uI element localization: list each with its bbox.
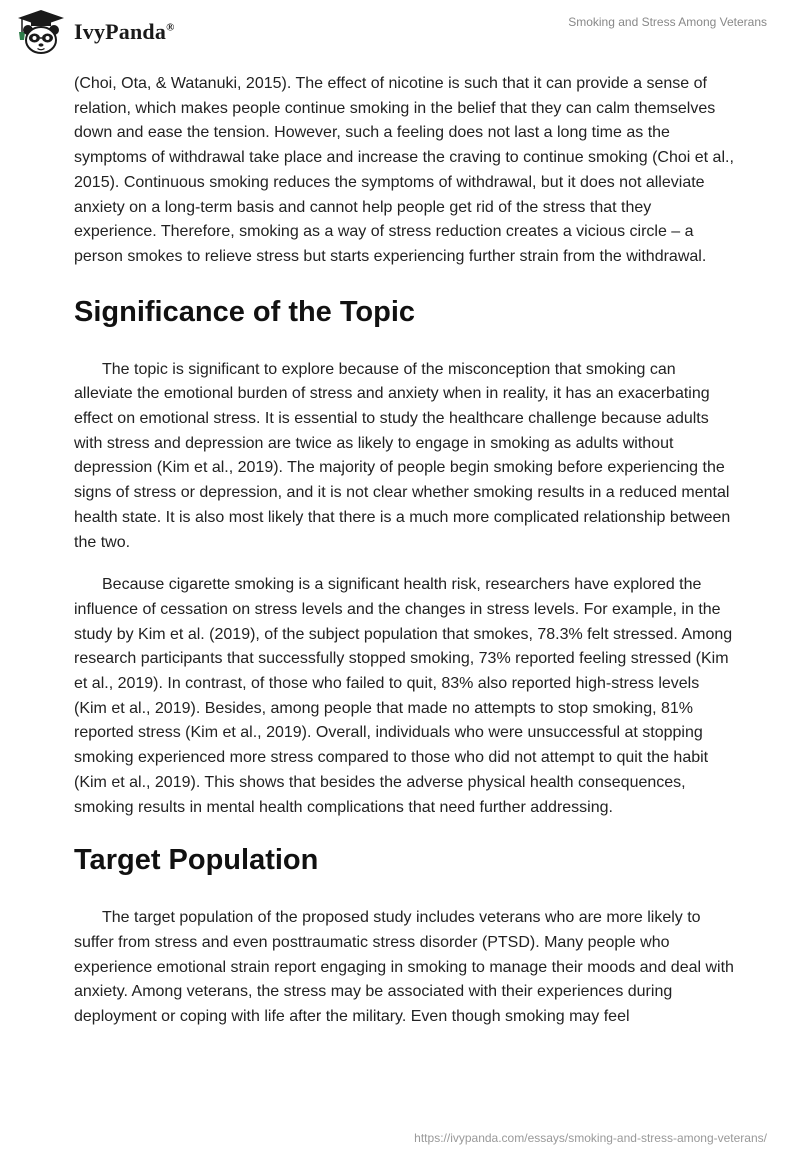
intro-paragraph: (Choi, Ota, & Watanuki, 2015). The effect of nicotine is such that it can provide a sense of relation, which makes people continue smoking in the belief that they can calm themselves down and ease the tension. However, such a feeling does not last a long time as the symptoms of withdrawal take place and increase the craving to continue smoking (Choi et al., 2015). Continuous smoking reduces the symptoms of withdrawal, but it does not alleviate anxiety on a long-term basis and cannot help people get rid of the stress that they experience. Therefore, smoking as a way of stress reduction creates a vicious circle – a person smokes to relieve stress but starts experiencing further strain from the withdrawal. — [74, 75, 734, 265]
body-paragraph: The target population of the proposed study includes veterans who are more likely to suffer from stress and even posttraumatic stress disorder (PTSD). Many people who experience emotional strain report engaging in smoking to manage their moods and deal with anxiety. Among veterans, the stress may be associated with their experiences during deployment or coping with life after the military. Even though smoking may feel — [74, 909, 734, 1026]
section-heading-significance: Significance of the Topic — [74, 295, 416, 328]
panda-logo-icon — [14, 8, 68, 56]
body-paragraph: Because cigarette smoking is a significant health risk, researchers have explored the influence of cessation on stress levels and the changes in stress levels. For example, in the study by Kim et al. (2019), of the subject population that smokes, 78.3% felt stressed. Among research participants that successfully stopped smoking, 73% reported feeling stressed (Kim et al., 2019). In contrast, of those who failed to quit, 83% also reported high-stress levels (Kim et al., 2019). Besides, among people that made no attempts to stop smoking, 81% reported stress (Kim et al., 2019). Overall, individuals who were unsuccessful at stopping smoking experienced more stress compared to those who did not attempt to quit the habit (Kim et al., 2019). This shows that besides the adverse physical health consequences, smoking results in mental health complications that need further addressing. — [74, 576, 733, 816]
document-body — [74, 72, 734, 1030]
brand-name: IvyPanda® — [74, 19, 175, 44]
body-paragraph: The topic is significant to explore because of the misconception that smoking can alleviate the emotional burden of stress and anxiety when in reality, it has an exacerbating effect on emotional stress. It is essential to study the healthcare challenge because adults with stress and depression are twice as likely to engage in smoking as adults without depression (Kim et al., 2019). The majority of people begin smoking before experiencing the signs of stress or depression, and it is not clear whether smoking results in a reduced mental health state. It is also most likely that there is a much more complicated relationship between the two. — [74, 360, 731, 551]
registered-mark: ® — [166, 21, 175, 34]
source-url-link[interactable]: https://ivypanda.com/essays/smoking-and-stress-among-veterans/ — [414, 1131, 767, 1145]
section-heading-target-population: Target Population — [74, 844, 319, 877]
page-header — [0, 0, 800, 64]
brand-logo[interactable] — [14, 8, 175, 56]
document-title: Smoking and Stress Among Veterans — [568, 15, 767, 29]
